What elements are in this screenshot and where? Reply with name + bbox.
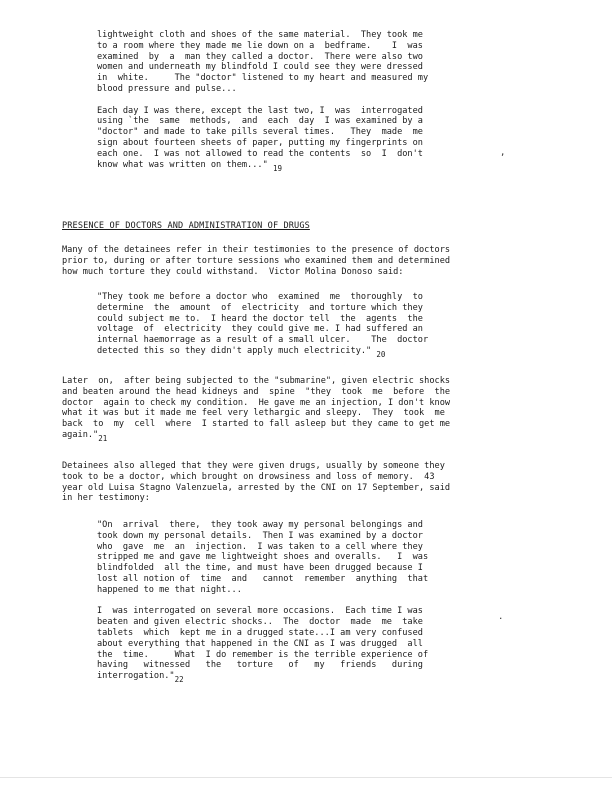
quote-2-text: "They took me before a doctor who examined me thoroughly to determine the amount of electricity and torture which they could subject me to. I heard the doctor tell the agents the voltage of electricity they could give me. I had suffered an internal haemorrage as a result of a small ulcer. The doctor detected this so they didn't apply much electricity." xyxy=(97,292,429,356)
page-bottom-edge xyxy=(0,777,612,778)
stray-mark: . xyxy=(498,612,504,622)
testimony-quote-2 xyxy=(97,292,428,357)
footnote-ref-21: 21 xyxy=(98,433,108,443)
paragraph-3: Detainees also alleged that they were given drugs, usually by someone they took to be a doctor, which brought on drowsiness and loss of memory. 43 year old Luisa Stagno Valenzuela, arrested by the CNI on 17 September, said in her testimony: xyxy=(62,461,451,504)
quote-1-text: lightweight cloth and shoes of the same material. They took me to a room where they made me lie down on a bedframe. I was examined by a man they called a doctor. There were also two women and underneath my blindfold I could see they were dressed in white. The "doctor" listened to my heart and measured my blood pressure and pulse... Each day I was there, except the last two, I was interrogated using `the same methods, and each day I was examined by a "doctor" and made to take pills several times. They made me sign about fourteen sheets of paper, putting my fingerprints on each one. I was not allowed to read the contents so I don't know what was written on them..." xyxy=(97,30,429,170)
testimony-quote-3 xyxy=(97,520,429,685)
stray-mark: , xyxy=(500,148,506,158)
testimony-quote-1 xyxy=(97,30,429,173)
footnote-ref-20: 20 xyxy=(376,349,386,359)
section-heading: PRESENCE OF DOCTORS AND ADMINISTRATION OF DRUGS xyxy=(62,221,310,231)
paragraph-2-text: Later on, after being subjected to the "submarine", given electric shocks and beaten around the head kidneys and spine "they took me before the doctor again to check my condition. He gave me an injection, I don't know what it was but it made me feel very lethargic and sleepy. They took me back to my cell where I started to fall asleep but they came to get me again." xyxy=(62,376,451,440)
footnote-ref-22: 22 xyxy=(174,675,184,685)
quote-3-text: "On arrival there, they took away my personal belongings and took down my personal details. Then I was examined by a doctor who gave me an injection. I was taken to a cell where they stripped me and gave me lightweight shoes and overalls. I was blindfolded all the time, and must have been drugged because I lost all notion of time and cannot remember anything that happened to me that night... I was interrogated on several more occasions. Each time I was beaten and given electric shocks.. The doctor made me take tablets which kept me in a drugged state...I am very confused about everything that happened in the CNI as I was drugged all the time. What I do remember is the terrible experience of having witnessed the torture of my friends during interrogation." xyxy=(97,520,429,682)
paragraph-1: Many of the detainees refer in their testimonies to the presence of doctors prior to, during or after torture sessions who examined them and determined how much torture they could withstand. Victor Molina Donoso said: xyxy=(62,245,451,277)
paragraph-2 xyxy=(62,376,450,441)
footnote-ref-19: 19 xyxy=(272,163,282,173)
